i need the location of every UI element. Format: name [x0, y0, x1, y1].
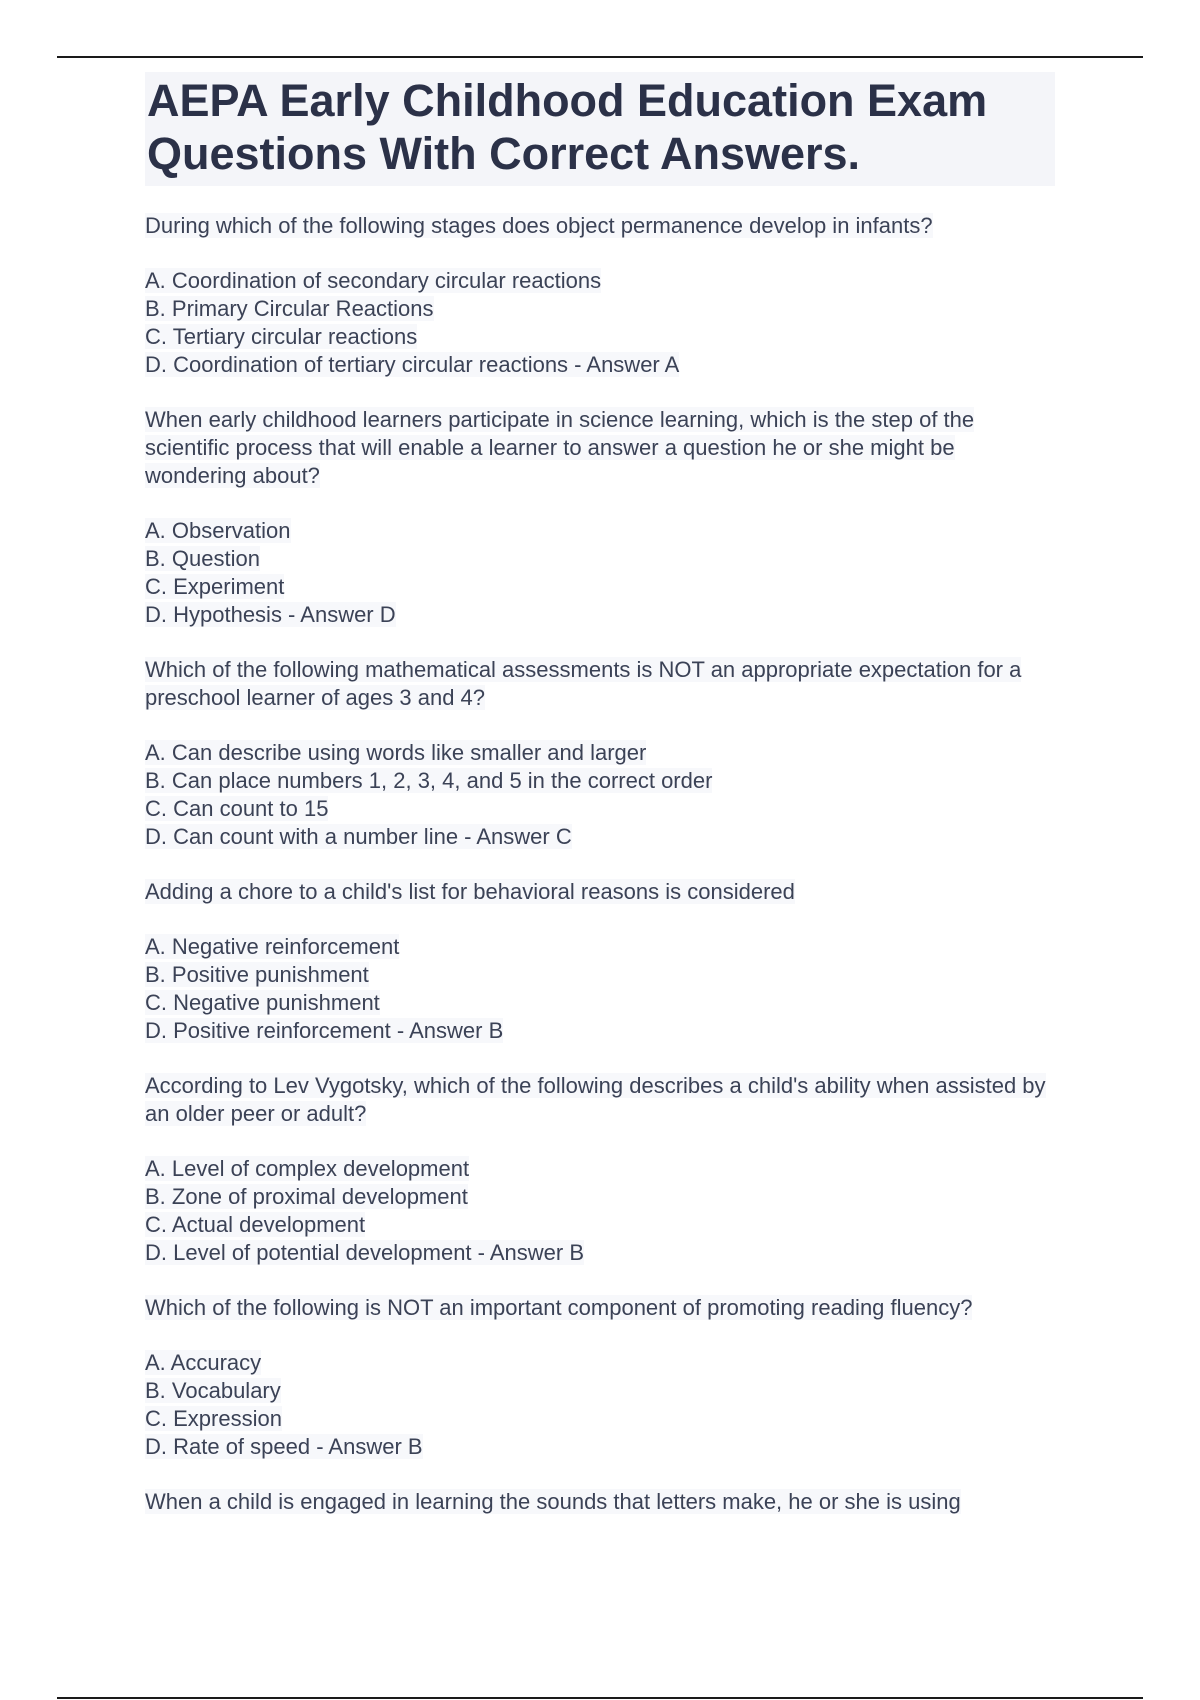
answer-options: [145, 933, 1055, 1045]
title-line-2: Questions With Correct Answers.: [147, 128, 861, 179]
option-a: A. Coordination of secondary circular reactions: [145, 268, 602, 293]
option-a: A. Observation: [145, 518, 291, 543]
option-d: D. Positive reinforcement - Answer B: [145, 1018, 504, 1043]
option-d: D. Can count with a number line - Answer C: [145, 824, 572, 849]
document-title: [147, 74, 1047, 180]
answer-options: [145, 267, 1055, 379]
option-a: A. Accuracy: [145, 1350, 262, 1375]
title-line-1: AEPA Early Childhood Education Exam: [147, 75, 988, 126]
option-d: D. Coordination of tertiary circular reactions - Answer A: [145, 352, 680, 377]
question-text: Which of the following mathematical assessments is NOT an appropriate expectation for a preschool learner of ages 3 and 4?: [145, 657, 1022, 710]
option-c: C. Expression: [145, 1406, 282, 1431]
question-block: [145, 212, 1055, 379]
document-page: [145, 72, 1055, 1543]
bottom-rule: [57, 1697, 1143, 1699]
option-c: C. Experiment: [145, 574, 285, 599]
option-d: D. Hypothesis - Answer D: [145, 602, 396, 627]
option-a: A. Negative reinforcement: [145, 934, 400, 959]
option-c: C. Actual development: [145, 1212, 366, 1237]
answer-options: [145, 1349, 1055, 1461]
option-b: B. Vocabulary: [145, 1378, 281, 1403]
question-text: According to Lev Vygotsky, which of the following describes a child's ability when assisted by an older peer or adult?: [145, 1073, 1046, 1126]
answer-options: [145, 1155, 1055, 1267]
question-block: [145, 1072, 1055, 1267]
option-b: B. Zone of proximal development: [145, 1184, 468, 1209]
option-c: C. Tertiary circular reactions: [145, 324, 418, 349]
question-block: [145, 1488, 1055, 1516]
answer-options: [145, 517, 1055, 629]
option-c: C. Can count to 15: [145, 796, 329, 821]
question-block: [145, 656, 1055, 851]
question-text: When early childhood learners participate in science learning, which is the step of the scientific process that will enable a learner to answer a question he or she might be wondering about?: [145, 407, 975, 488]
answer-options: [145, 739, 1055, 851]
question-text: During which of the following stages does object permanence develop in infants?: [145, 213, 933, 238]
question-block: [145, 1294, 1055, 1461]
question-text: Adding a chore to a child's list for behavioral reasons is considered: [145, 879, 795, 904]
question-text: Which of the following is NOT an important component of promoting reading fluency?: [145, 1295, 973, 1320]
title-block: [145, 72, 1055, 186]
option-b: B. Question: [145, 546, 260, 571]
option-b: B. Positive punishment: [145, 962, 369, 987]
top-rule: [57, 56, 1143, 58]
option-a: A. Level of complex development: [145, 1156, 470, 1181]
question-text: When a child is engaged in learning the sounds that letters make, he or she is using: [145, 1489, 961, 1514]
option-a: A. Can describe using words like smaller and larger: [145, 740, 647, 765]
option-d: D. Level of potential development - Answer B: [145, 1240, 585, 1265]
question-block: [145, 406, 1055, 629]
option-b: B. Primary Circular Reactions: [145, 296, 434, 321]
option-c: C. Negative punishment: [145, 990, 380, 1015]
option-b: B. Can place numbers 1, 2, 3, 4, and 5 in the correct order: [145, 768, 713, 793]
option-d: D. Rate of speed - Answer B: [145, 1434, 423, 1459]
question-block: [145, 878, 1055, 1045]
